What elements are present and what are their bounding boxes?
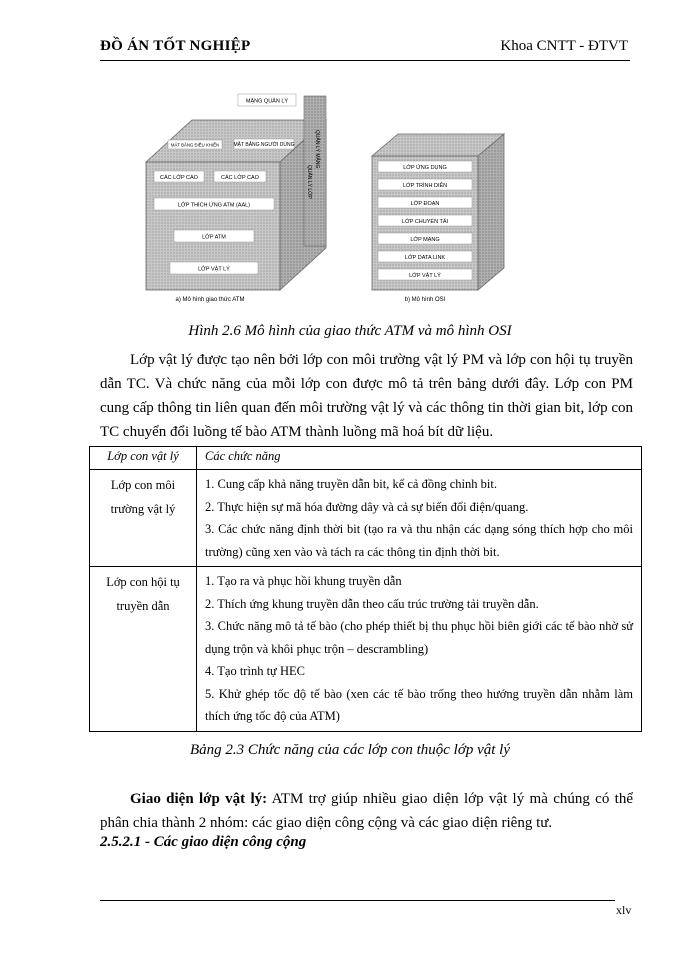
footer-divider [100, 900, 615, 901]
figure-caption: Hình 2.6 Mô hình của giao thức ATM và mô hình OSI [188, 323, 512, 339]
atm-layer-label: LỚP THÍCH ỨNG ATM (AAL) [177, 202, 251, 209]
table-header-row [90, 447, 642, 470]
sublayer-name-cell: Lớp con hội tụ truyền dẫn [90, 567, 197, 732]
atm-layer-label: CÁC LỚP CAO [221, 175, 259, 181]
osi-figure-label: b) Mô hình OSI [404, 297, 446, 303]
table-caption: Bảng 2.3 Chức năng của các lớp con thuộc lớp vật lý [190, 742, 510, 758]
osi-layer-label: LỚP CHUYỂN TẢI [401, 219, 449, 225]
atm-control-plane-label: MẶT BẰNG ĐIỀU KHIỂN [170, 142, 220, 148]
function-item: 2. Thích ứng khung truyền dẫn theo cấu trúc trường tải truyền dẫn. [205, 596, 539, 611]
osi-layer-label: LỚP MẠNG [410, 237, 440, 243]
header-title: ĐỒ ÁN TỐT NGHIỆP [100, 38, 251, 54]
atm-model-diagram [146, 94, 326, 303]
page-number: xlv [616, 903, 632, 917]
table-header-cell: Các chức năng [197, 447, 642, 470]
atm-layer-label: CÁC LỚP CAO [160, 175, 198, 181]
osi-model-diagram [372, 134, 504, 303]
function-item: 4. Tạo trình tự HEC [205, 664, 305, 678]
sublayer-name-cell: Lớp con môi trường vật lý [90, 470, 197, 567]
function-item: 3. Chức năng mô tả tế bào (cho phép thiết bị thu phục hồi biên giới các tế bào nhờ sử dụng trộn và khôi phục trộn – descrambling) [205, 619, 633, 656]
interface-text: ATM trợ giúp nhiều giao diện lớp vật lý mà chúng có thể phân chia thành 2 nhóm: các giao diện công cộng và các giao diện riêng tư. [100, 791, 633, 831]
atm-osi-figure [140, 90, 560, 305]
interface-term: Giao diện lớp vật lý: [130, 791, 268, 807]
header-department: Khoa CNTT - ĐTVT [500, 38, 628, 54]
osi-layer-label: LỚP DATA LINK [404, 255, 446, 261]
function-item: 2. Thực hiện sự mã hóa đường dây và cả sự biến đổi điện/quang. [205, 499, 529, 514]
function-item: 1. Tạo ra và phục hồi khung truyền dẫn [205, 574, 402, 588]
table-row [90, 567, 642, 732]
osi-layer-label: LỚP ĐOẠN [410, 201, 440, 207]
osi-layer-label: LỚP ỨNG DỤNG [403, 165, 447, 171]
section-heading: 2.5.2.1 - Các giao diện công cộng [100, 834, 307, 850]
table-header-cell: Lớp con vật lý [90, 447, 197, 470]
atm-figure-label: a) Mô hình giao thức ATM [175, 297, 245, 303]
interface-paragraph [100, 787, 633, 835]
table-row [90, 470, 642, 567]
physical-sublayer-table [89, 446, 642, 732]
atm-layer-label: LỚP ATM [202, 234, 226, 241]
function-item: 3. Các chức năng định thời bit (tạo ra và thu nhận các dạng sóng thích hợp cho môi trường) cũng xen vào và tách ra các thông tin định thời bit. [205, 522, 633, 559]
atm-plane-mgmt-label: QUẢN LÝ LỚP [306, 165, 312, 199]
functions-cell [197, 470, 642, 567]
function-item: 1. Cung cấp khả năng truyền dẫn bit, kể cả đồng chỉnh bit. [205, 477, 497, 491]
osi-layer-label: LỚP VẬT LÝ [409, 273, 441, 279]
atm-layer-label: LỚP VẬT LÝ [198, 266, 230, 273]
atm-layer-mgmt-label: QUẢN LÝ MẶNG [314, 130, 320, 169]
functions-cell [197, 567, 642, 732]
atm-mgmt-plane-label: MẶNG QUẢN LÝ [245, 98, 289, 105]
atm-user-plane-label: MẶT BẰNG NGƯỜI DÙNG [233, 142, 295, 148]
header-divider [100, 60, 630, 61]
function-item: 5. Khử ghép tốc độ tế bào (xen các tế bào trống theo hướng truyền dẫn nhằm làm thích ứng tốc độ của ATM) [205, 686, 633, 723]
body-paragraph: Lớp vật lý được tạo nên bởi lớp con môi trường vật lý PM và lớp con hội tụ truyền dẫn TC. Và chức năng của mỗi lớp con được mô tả trên bảng dưới đây. Lớp con PM cung cấp thông tin liên quan đến môi trường vật lý và các thông tin thời gian bit, lớp con TC chuyển đổi luồng tế bào ATM thành luồng mã hoá bít dữ liệu. [100, 352, 633, 440]
osi-layer-label: LỚP TRÌNH DIỄN [402, 183, 448, 189]
